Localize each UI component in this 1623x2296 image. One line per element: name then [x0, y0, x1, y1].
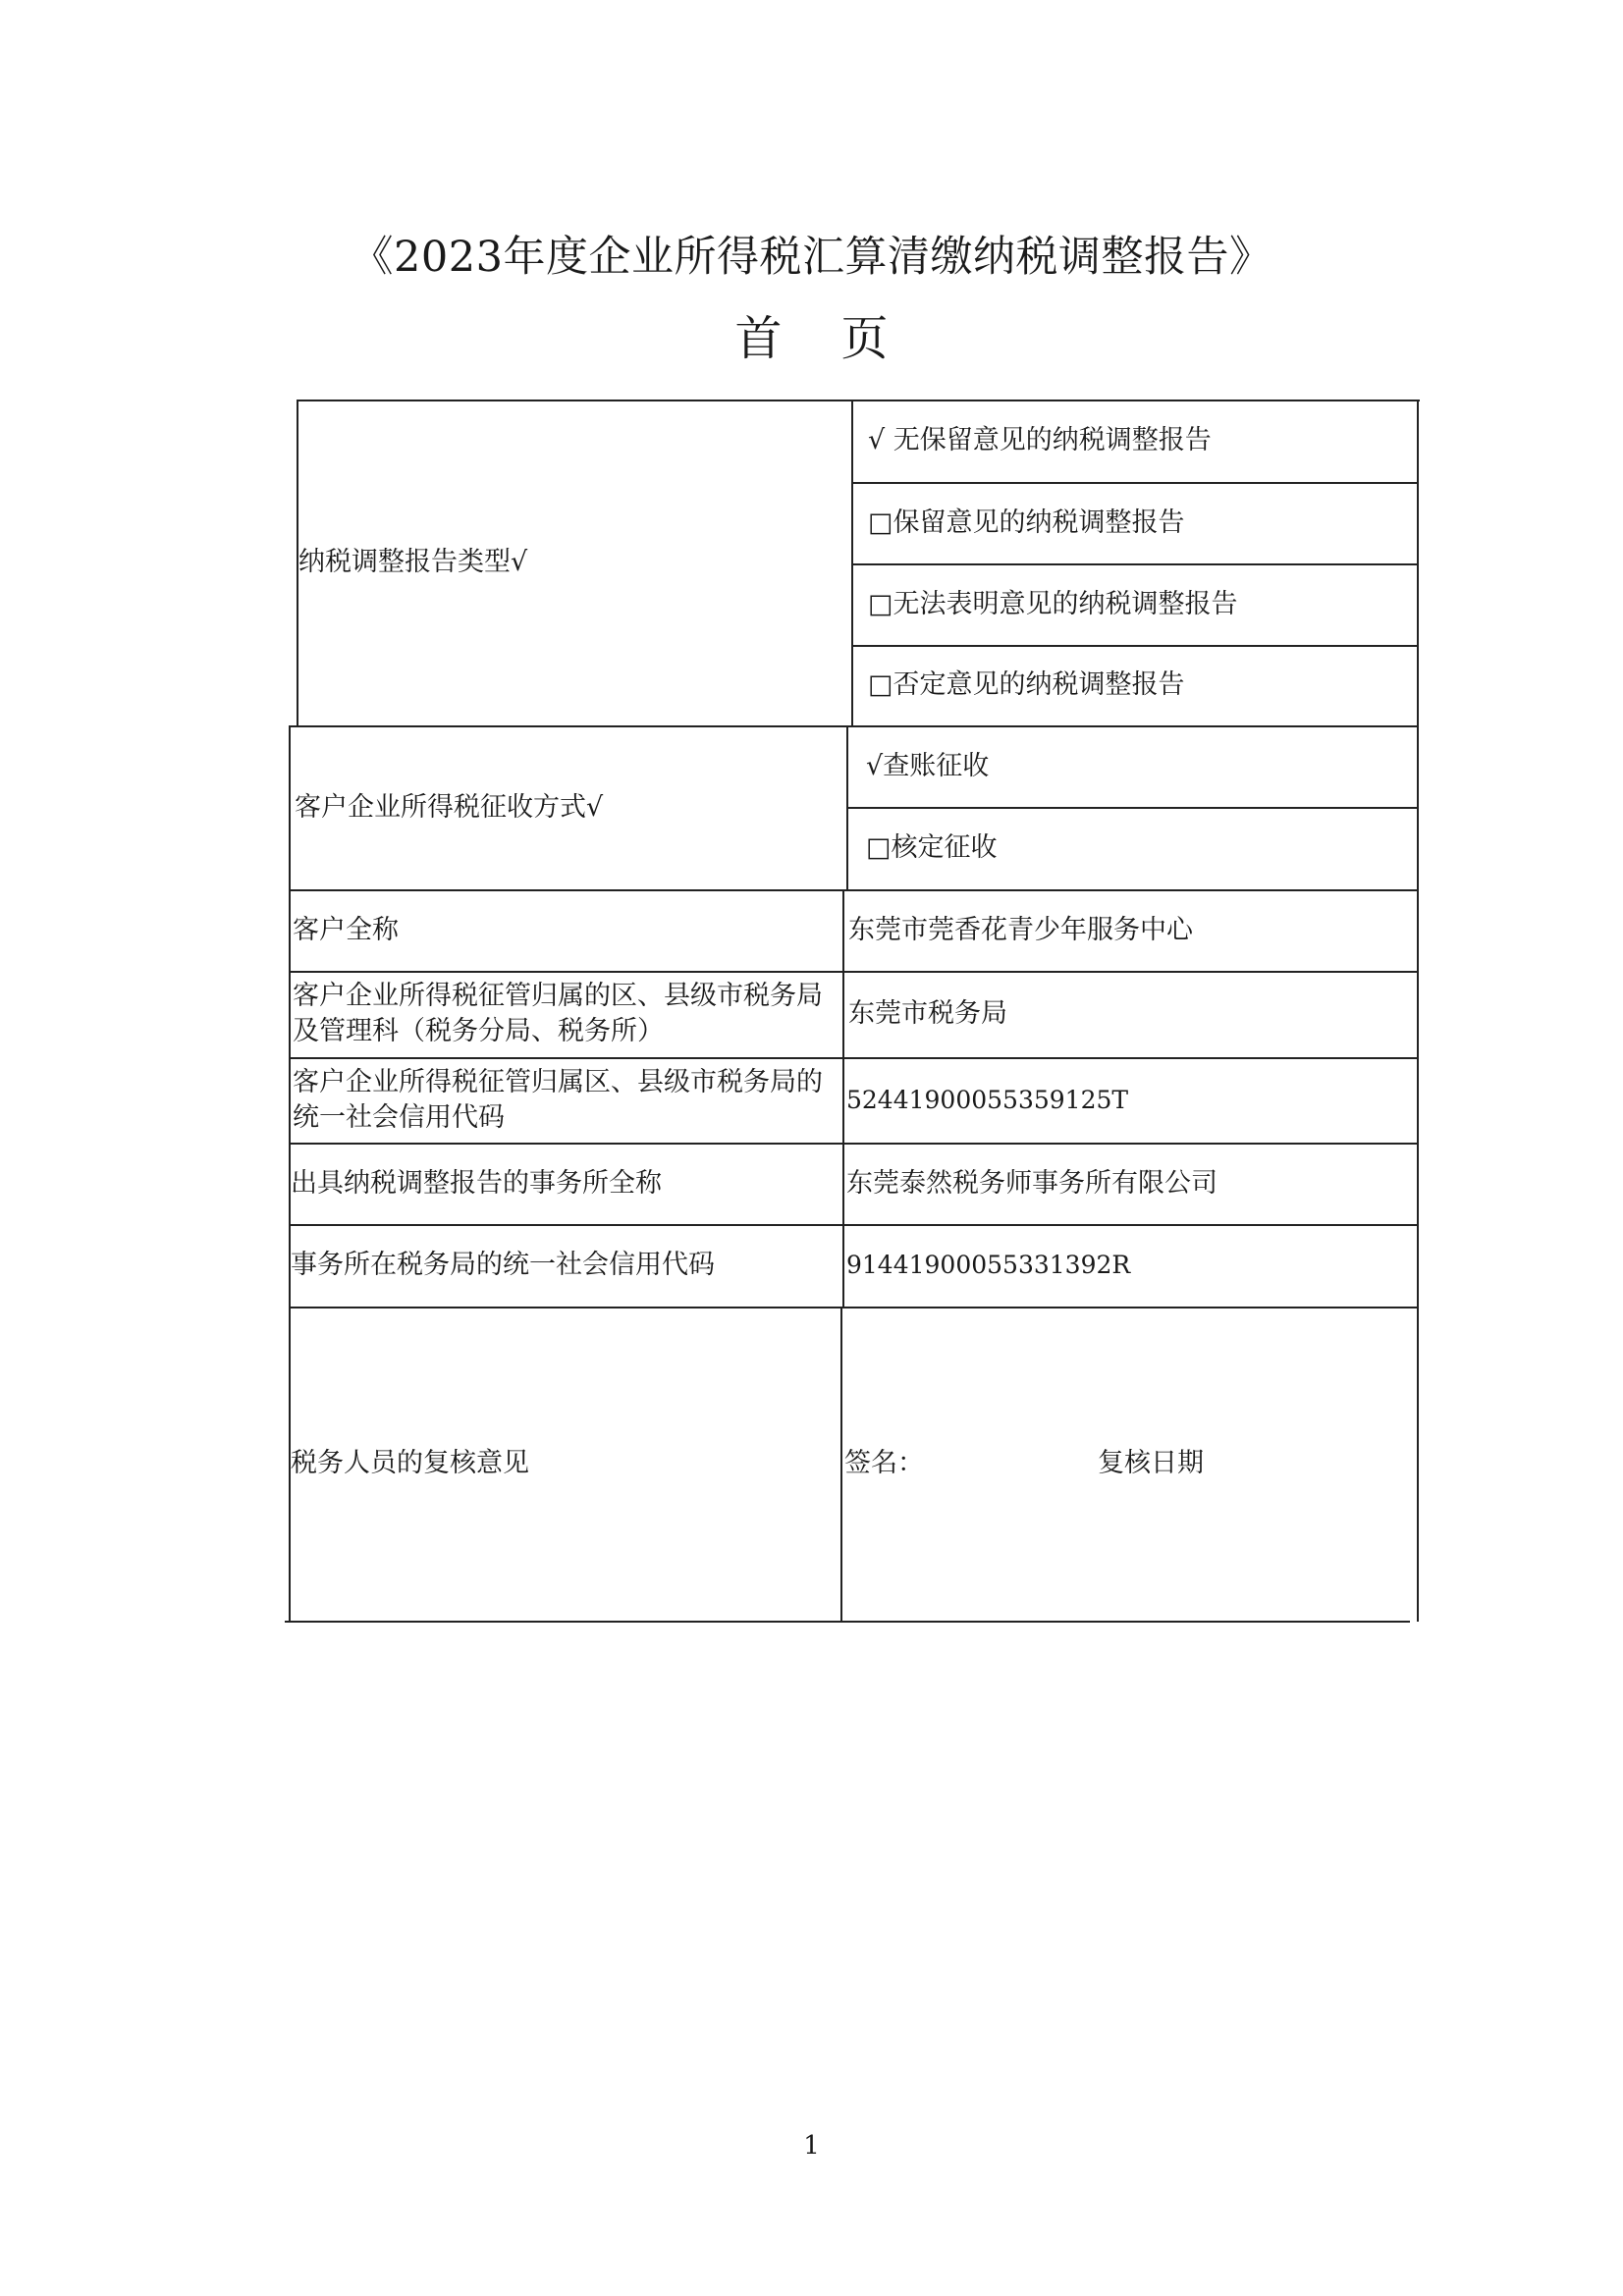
document-subtitle: 首页 [734, 311, 947, 366]
document-title: 《2023年度企业所得税汇算清缴纳税调整报告》 [351, 233, 1272, 282]
client-name-label: 客户全称 [293, 914, 399, 945]
page-number: 1 [803, 2131, 820, 2161]
review-label: 税务人员的复核意见 [291, 1448, 529, 1478]
collection-method-label: 客户企业所得税征收方式√ [295, 791, 604, 823]
tax-bureau-value: 东莞市税务局 [848, 998, 1007, 1029]
report-type-label: 纳税调整报告类型√ [298, 547, 528, 577]
table-divider-4 [840, 1307, 842, 1622]
review-date-label: 复核日期 [1098, 1448, 1204, 1478]
collection-method-option-audit: √查账征收 [866, 750, 990, 781]
bureau-credit-code-label: 客户企业所得税征管归属区、县级市税务局的统一社会信用代码 [293, 1066, 823, 1133]
firm-credit-code-label: 事务所在税务局的统一社会信用代码 [291, 1250, 715, 1280]
report-type-option-unqualified: √ 无保留意见的纳税调整报告 [868, 425, 1212, 455]
collection-method-option-assessed: □核定征收 [866, 832, 998, 863]
report-type-option-qualified: □保留意见的纳税调整报告 [868, 507, 1185, 538]
table-divider-1 [851, 400, 853, 725]
table-border-bottom [285, 1621, 1410, 1623]
table-border-right [1417, 400, 1419, 1622]
firm-credit-code-value: 91441900055331392R [846, 1251, 1131, 1279]
bureau-credit-code-value: 52441900055359125T [846, 1085, 1129, 1114]
firm-name-label: 出具纳税调整报告的事务所全称 [291, 1167, 662, 1199]
firm-name-value: 东莞泰然税务师事务所有限公司 [846, 1167, 1217, 1199]
client-name-value: 东莞市莞香花青少年服务中心 [848, 914, 1193, 945]
tax-bureau-label: 客户企业所得税征管归属的区、县级市税务局及管理科（税务分局、税务所） [293, 981, 823, 1046]
report-type-option-disclaimer: □无法表明意见的纳税调整报告 [868, 588, 1238, 619]
report-type-option-adverse: □否定意见的纳税调整报告 [868, 669, 1185, 700]
signature-label: 签名： [844, 1448, 924, 1478]
